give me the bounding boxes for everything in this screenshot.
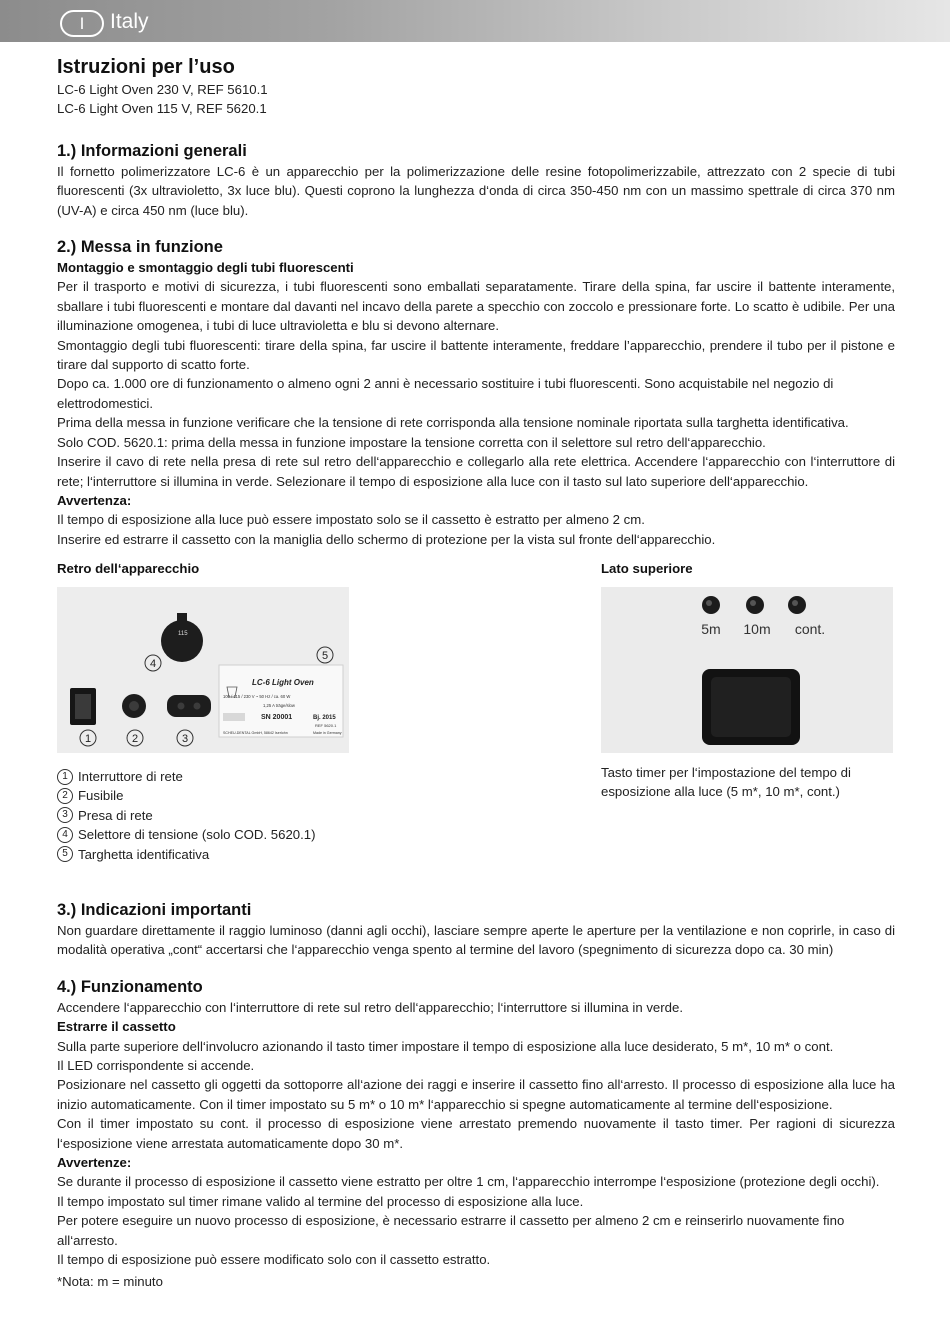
- country-label: Italy: [110, 10, 149, 33]
- language-badge: I: [60, 10, 104, 37]
- svg-text:4: 4: [149, 658, 157, 670]
- svg-text:SCHEU-DENTAL GmbH, 58642 Iserl: SCHEU-DENTAL GmbH, 58642 Iserlohn: [223, 731, 288, 735]
- svg-text:Bj. 2015: Bj. 2015: [313, 715, 336, 721]
- section-4-paragraph: Il LED corrispondente si accende.: [57, 1058, 255, 1074]
- legend-text: Presa di rete: [78, 807, 153, 823]
- legend-item: [57, 767, 316, 786]
- section-4-paragraph: Con il timer impostato su cont. il processo di esposizione viene arrestato premendo nuovamente il tasto timer. Per ragioni di sicurezza l‘esposizione viene arrestata automaticamente dopo 30 m*.: [57, 1116, 895, 1151]
- rating-plate: [219, 665, 343, 737]
- manufacturer-logo: [223, 713, 245, 721]
- model-line-2: LC-6 Light Oven 115 V, REF 5620.1: [57, 101, 267, 117]
- section-4-paragraph: Posizionare nel cassetto gli oggetti da sottoporre all‘azione dei raggi e inserire il cassetto fino all‘arresto. Il processo di esposizione alla luce ha inizio automaticamente. Con il timer impostato su 5 m* o 10 m* l‘apparecchio si spegne automaticamente al termine dell‘esposizione.: [57, 1077, 895, 1112]
- lower-content: [57, 900, 895, 1270]
- warning-text: Per potere eseguire un nuovo processo di esposizione, è necessario estrarre il cassetto per almeno 2 cm e reinserirlo nuovamente fino all‘arresto.: [57, 1213, 845, 1248]
- section-2-subheading: Montaggio e smontaggio degli tubi fluorescenti: [57, 260, 354, 276]
- figure-top-title: Lato superiore: [601, 561, 693, 576]
- section-4-heading: 4.) Funzionamento: [57, 977, 203, 996]
- svg-text:2: 2: [131, 733, 139, 745]
- led-label-10m: 10m: [743, 621, 771, 637]
- legend-text: Selettore di tensione (solo COD. 5620.1): [78, 827, 316, 843]
- svg-text:LC-6 Light Oven: LC-6 Light Oven: [252, 678, 314, 687]
- section-2-paragraph: Solo COD. 5620.1: prima della messa in funzione impostare la tensione corretta con il selettore sul retro dell‘apparecchio.: [57, 434, 766, 450]
- svg-text:100 / 115 / 230 V ~ 50 Hz / ca: 100 / 115 / 230 V ~ 50 Hz / ca. 60 W: [223, 694, 291, 699]
- power-switch: [70, 688, 96, 725]
- warning-text: Il tempo di esposizione alla luce può essere impostato solo se il cassetto è estratto per almeno 2 cm.: [57, 512, 645, 528]
- section-2-paragraph: Per il trasporto e motivi di sicurezza, i tubi fluorescenti sono emballati separatamente. Tirare della spina, far uscire il battente interamente, sballare i tubi fluorescenti e montare dal davanti nel incavo della parete a specchio con zoccolo e pressionare forte. Lo scatto è udibile. Per una illuminazione omogenea, i tubi di luce ultravioletta e blu si devono alternare.: [57, 279, 895, 334]
- section-2-paragraph: Dopo ca. 1.000 ore di funzionamento o almeno ogni 2 anni è necessario sostituire i tubi fluorescenti. Sono acquistabile nel negozio di elettrodomestici.: [57, 376, 834, 411]
- section-3-heading: 3.) Indicazioni importanti: [57, 901, 252, 919]
- led-label-cont: cont.: [794, 621, 826, 637]
- power-socket: [167, 695, 211, 717]
- legend-item: [57, 825, 316, 844]
- svg-text:115: 115: [178, 631, 188, 637]
- legend-text: Targhetta identificativa: [78, 846, 210, 862]
- warning-text: Il tempo di esposizione può essere modificato solo con il cassetto estratto.: [57, 1252, 491, 1268]
- led-label-5m: 5m: [701, 621, 721, 637]
- legend-item: [57, 845, 316, 864]
- figure-back-legend: [57, 767, 316, 864]
- svg-text:5: 5: [321, 650, 329, 662]
- page-header: [0, 0, 950, 42]
- legend-text: Interruttore di rete: [78, 769, 183, 784]
- model-line-1: LC-6 Light Oven 230 V, REF 5610.1: [57, 82, 268, 97]
- warning-text: Il tempo impostato sul timer rimane valido al termine del processo di esposizione alla luce.: [57, 1193, 584, 1209]
- timer-button: [702, 669, 800, 745]
- svg-text:Made in Germany: Made in Germany: [313, 731, 342, 735]
- section-2-paragraph: Smontaggio degli tubi fluorescenti: tirare della spina, far uscire il battente interamente, freddare l’apparecchio, prendere il tubo per il pistone e tirare dal supporto di scatto forte.: [57, 337, 895, 373]
- legend-number: 4: [57, 827, 73, 843]
- legend-number: 1: [57, 769, 73, 785]
- svg-text:REF 5620.1: REF 5620.1: [315, 723, 337, 728]
- section-1-text: Il fornetto polimerizzatore LC-6 è un apparecchio per la polimerizzazione delle resine fotopolimerizzabile, attrezzato con 2 specie di tubi fluorescenti (3x ultravioletto, 3x luce blu). Questi coprono la lunghezza d‘onda di circa 350-450 nm con un massimo spettrale di circa 370 nm (UV-A) e circa 450 nm (luce blu).: [57, 163, 895, 218]
- legend-item: [57, 786, 316, 805]
- legend-number: 3: [57, 807, 73, 823]
- page-title: Istruzioni per l’uso: [57, 56, 235, 78]
- svg-text:1: 1: [84, 733, 92, 745]
- section-3-text: Non guardare direttamente il raggio luminoso (danni agli occhi), lasciare sempre aperte le aperture per la ventilazione e non coprirle, in caso di modalità operativa „cont“ accertarsi che l‘apparecchio venga spento al termine del lavoro (spegnimento di sicurezza dopo ca. 30 min): [57, 923, 895, 958]
- legend-text: Fusibile: [78, 788, 124, 804]
- warnings-label: Avvertenze:: [57, 1155, 132, 1171]
- fuse-holder: [122, 694, 146, 718]
- svg-text:SN 20001: SN 20001: [261, 714, 293, 721]
- led-cont: [788, 596, 806, 614]
- section-2-paragraph: Inserire il cavo di rete nella presa di rete sul retro dell‘apparecchio e collegarlo alla rete elettrica. Accendere l‘apparecchio con l‘interruttore di rete; l‘interruttore si illumina in verde. Selezionare il tempo di esposizione alla luce con il tasto sul lato superiore dell‘apparecchio.: [57, 454, 895, 489]
- legend-item: [57, 806, 316, 825]
- section-2-heading: 2.) Messa in funzione: [57, 238, 223, 257]
- main-content: [57, 54, 895, 549]
- svg-text:1,25 A träge/slow: 1,25 A träge/slow: [263, 703, 295, 708]
- led-10m: [746, 596, 764, 614]
- warning-label: Avvertenza:: [57, 492, 132, 508]
- section-4-paragraph: Accendere l‘apparecchio con l‘interruttore di rete sul retro dell‘apparecchio; l‘interruttore si illumina in verde.: [57, 999, 683, 1015]
- device-top-photo: [601, 587, 893, 753]
- warning-text: Inserire ed estrarre il cassetto con la maniglia dello schermo di protezione per la vista sul fronte dell‘apparecchio.: [57, 531, 716, 547]
- section-2-paragraph: Prima della messa in funzione verificare che la tensione di rete corrisponda alla tensione nominale riportata sulla targhetta identificativa.: [57, 415, 849, 431]
- legend-number: 5: [57, 846, 73, 862]
- svg-text:3: 3: [181, 733, 189, 745]
- warning-text: Se durante il processo di esposizione il cassetto viene estratto per oltre 1 cm, l‘apparecchio interrompe l‘esposizione (protezione degli occhi).: [57, 1174, 880, 1190]
- section-4-subheading: Estrarre il cassetto: [57, 1019, 176, 1035]
- section-1-heading: 1.) Informazioni generali: [57, 141, 247, 160]
- device-back-photo: [57, 587, 349, 753]
- figure-top-caption: Tasto timer per l‘impostazione del tempo di esposizione alla luce (5 m*, 10 m*, cont.): [601, 765, 851, 800]
- footnote: *Nota: m = minuto: [57, 1274, 163, 1289]
- section-4-paragraph: Sulla parte superiore dell‘involucro azionando il tasto timer impostare il tempo di esposizione alla luce desiderato, 5 m*, 10 m* o cont.: [57, 1038, 834, 1054]
- figure-back-title: Retro dell‘apparecchio: [57, 561, 200, 576]
- legend-number: 2: [57, 788, 73, 804]
- led-5m: [702, 596, 720, 614]
